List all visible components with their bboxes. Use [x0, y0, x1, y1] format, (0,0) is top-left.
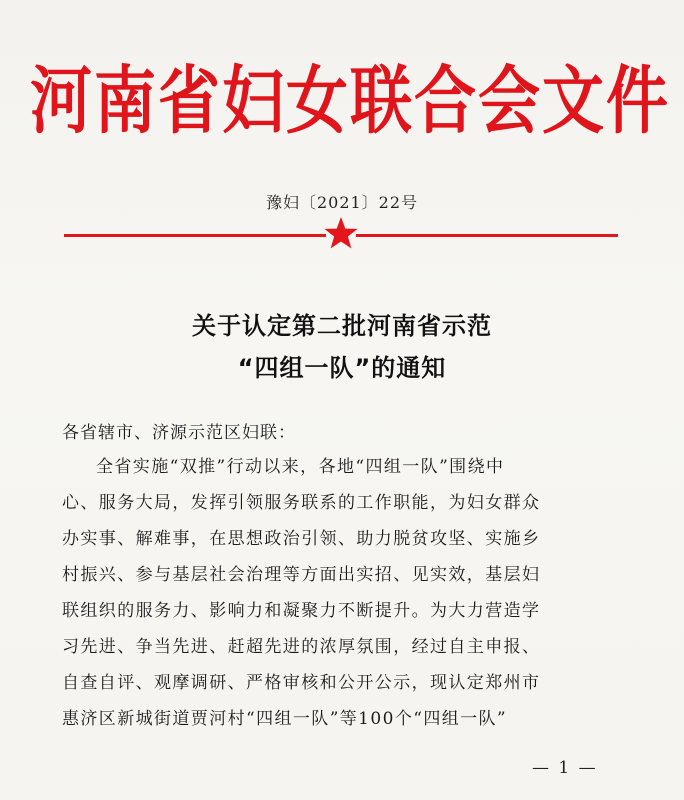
notice-title-line-2: “四组一队”的通知: [237, 354, 447, 382]
document-header-title: 河南省妇女联合会文件: [30, 57, 671, 144]
body-line-1: 全省实施“双推”行动以来，各地“四组一队”围绕中: [96, 457, 505, 477]
red-star-icon: [323, 215, 359, 251]
body-line-2: 心、服务大局，发挥引领服务联系的工作职能，为妇女群众: [62, 493, 541, 513]
red-rule-left: [64, 234, 326, 237]
red-rule-right: [356, 234, 618, 237]
body-line-3: 办实事、解难事，在思想政治引领、助力脱贫攻坚、实施乡: [62, 529, 541, 549]
body-line-6: 习先进、争当先进、赶超先进的浓厚氛围，经过自主申报、: [62, 637, 541, 657]
body-line-8: 惠济区新城街道贾河村“四组一队”等100个“四组一队”: [62, 709, 508, 729]
addressee: 各省辖市、济源示范区妇联：: [62, 423, 296, 443]
body-line-5: 联组织的服务力、影响力和凝聚力不断提升。为大力营造学: [62, 601, 541, 621]
document-number: 豫妇〔2021〕22号: [265, 193, 419, 212]
body-line-7: 自查自评、观摩调研、严格审核和公开公示，现认定郑州市: [62, 673, 541, 693]
body-line-4: 村振兴、参与基层社会治理等方面出实招、见实效，基层妇: [62, 565, 541, 585]
notice-title-line-1: 关于认定第二批河南省示范: [192, 312, 492, 340]
page-number: — 1 —: [532, 758, 598, 778]
